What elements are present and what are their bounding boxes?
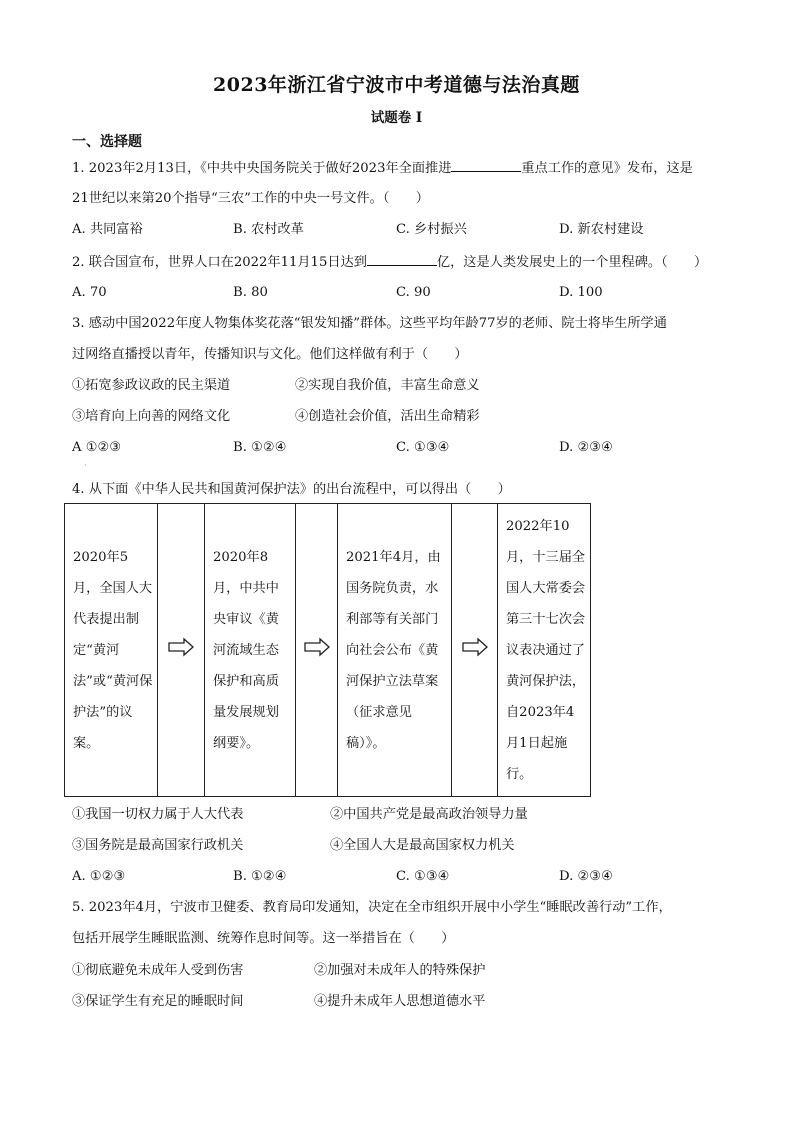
q2-option-c: C. 90 bbox=[396, 285, 431, 300]
q1-stem-part2: 重点工作的意见》发布，这是 bbox=[521, 161, 693, 176]
q5-stem-line2: 包括开展学生睡眠监测、统筹作息时间等。这一举措旨在（ ） bbox=[72, 931, 455, 946]
section-heading: 一、选择题 bbox=[72, 134, 142, 150]
flow-step-1 bbox=[65, 504, 158, 796]
q2-option-d: D. 100 bbox=[559, 285, 603, 300]
double-right-arrow-icon bbox=[461, 636, 489, 658]
q1-option-c: C. 乡村振兴 bbox=[396, 222, 467, 237]
q3-statement-2: ②实现自我价值，丰富生命意义 bbox=[295, 378, 480, 393]
double-right-arrow-icon bbox=[167, 636, 195, 658]
q3-statement-4: ④创造社会价值，活出生命精彩 bbox=[295, 409, 480, 424]
flow-arrow-cell-2 bbox=[296, 504, 338, 796]
q4-statement-3: ③国务院是最高国家行政机关 bbox=[72, 838, 244, 853]
q3-option-d: D. ②③④ bbox=[559, 440, 613, 455]
q3-option-b: B. ①②④ bbox=[233, 440, 287, 455]
q4-statement-1: ①我国一切权力属于人大代表 bbox=[72, 807, 244, 822]
q4-statement-2: ②中国共产党是最高政治领导力量 bbox=[330, 807, 528, 822]
q2-stem-part2: 亿，这是人类发展史上的一个里程碑。（ ） bbox=[436, 255, 708, 270]
flow-step-1-text: 2020年5月，全国人大代表提出制定“黄河法”或“黄河保护法”的议案。 bbox=[73, 549, 153, 751]
q3-stem-line1: 3. 感动中国2022年度人物集体奖花落“银发知播”群体。这些平均年龄77岁的老师、院士将毕生所学通 bbox=[72, 316, 667, 331]
q3-stem-line2: 过网络直播授以青年，传播知识与文化。他们这样做有利于（ ） bbox=[72, 347, 468, 362]
q3-option-c: C. ①③④ bbox=[396, 440, 450, 455]
stray-dot-mark: · bbox=[84, 461, 87, 470]
q5-stem-line1: 5. 2023年4月，宁波市卫健委、教育局印发通知，决定在全市组织开展中小学生“睡眠改善行动”工作， bbox=[72, 900, 672, 915]
q4-statement-4: ④全国人大是最高国家权力机关 bbox=[330, 838, 515, 853]
q3-statement-1: ①拓宽参政议政的民主渠道 bbox=[72, 378, 231, 393]
flow-step-2 bbox=[205, 504, 296, 796]
q5-statement-4: ④提升未成年人思想道德水平 bbox=[314, 994, 486, 1009]
q4-option-b: B. ①②④ bbox=[233, 869, 287, 884]
q2-stem-part1: 2. 联合国宣布，世界人口在2022年11月15日达到 bbox=[72, 255, 367, 270]
q1-stem-line1 bbox=[72, 159, 693, 178]
q3-statement-3: ③培育向上向善的网络文化 bbox=[72, 409, 231, 424]
q1-option-b: B. 农村改革 bbox=[233, 222, 304, 237]
q5-statement-3: ③保证学生有充足的睡眠时间 bbox=[72, 994, 244, 1009]
q4-option-d: D. ②③④ bbox=[559, 869, 613, 884]
q1-option-d: D. 新农村建设 bbox=[559, 222, 644, 237]
flow-step-3 bbox=[338, 504, 452, 796]
q5-statement-2: ②加强对未成年人的特殊保护 bbox=[314, 963, 486, 978]
q2-blank bbox=[367, 253, 437, 266]
flow-arrow-cell-1 bbox=[158, 504, 205, 796]
q4-option-c: C. ①③④ bbox=[396, 869, 450, 884]
q4-option-a: A. ①②③ bbox=[72, 869, 126, 884]
q1-stem-part1: 1. 2023年2月13日，《中共中央国务院关于做好2023年全面推进 bbox=[72, 161, 452, 176]
page-title: 2023年浙江省宁波市中考道德与法治真题 bbox=[213, 74, 580, 96]
q4-stem: 4. 从下面《中华人民共和国黄河保护法》的出台流程中，可以得出（ ） bbox=[72, 482, 511, 497]
q2-option-a: A. 70 bbox=[72, 285, 107, 300]
yellow-river-law-flow-table bbox=[64, 503, 591, 797]
double-right-arrow-icon bbox=[303, 636, 331, 658]
flow-step-2-text: 2020年8月，中共中央审议《黄河流域生态保护和高质量发展规划纲要》。 bbox=[213, 549, 279, 751]
flow-step-3-text: 2021年4月，由国务院负责，水利部等有关部门向社会公布《黄河保护立法草案（征求意见稿）》。 bbox=[346, 549, 441, 751]
q3-option-a: A ①②③ bbox=[72, 440, 122, 455]
q1-stem-line2: 21世纪以来第20个指导“三农”工作的中央一号文件。（ ） bbox=[72, 191, 429, 206]
q2-stem bbox=[72, 253, 707, 272]
flow-step-4 bbox=[498, 504, 590, 796]
q1-blank bbox=[451, 159, 521, 172]
page-subtitle: 试题卷 I bbox=[370, 110, 423, 126]
flow-arrow-cell-3 bbox=[452, 504, 498, 796]
q2-option-b: B. 80 bbox=[233, 285, 268, 300]
q5-statement-1: ①彻底避免未成年人受到伤害 bbox=[72, 963, 244, 978]
q1-option-a: A. 共同富裕 bbox=[72, 222, 143, 237]
flow-step-4-text: 2022年10月，十三届全国人大常委会第三十七次会议表决通过了黄河保护法，自2023年4月1日起施行。 bbox=[506, 518, 586, 782]
